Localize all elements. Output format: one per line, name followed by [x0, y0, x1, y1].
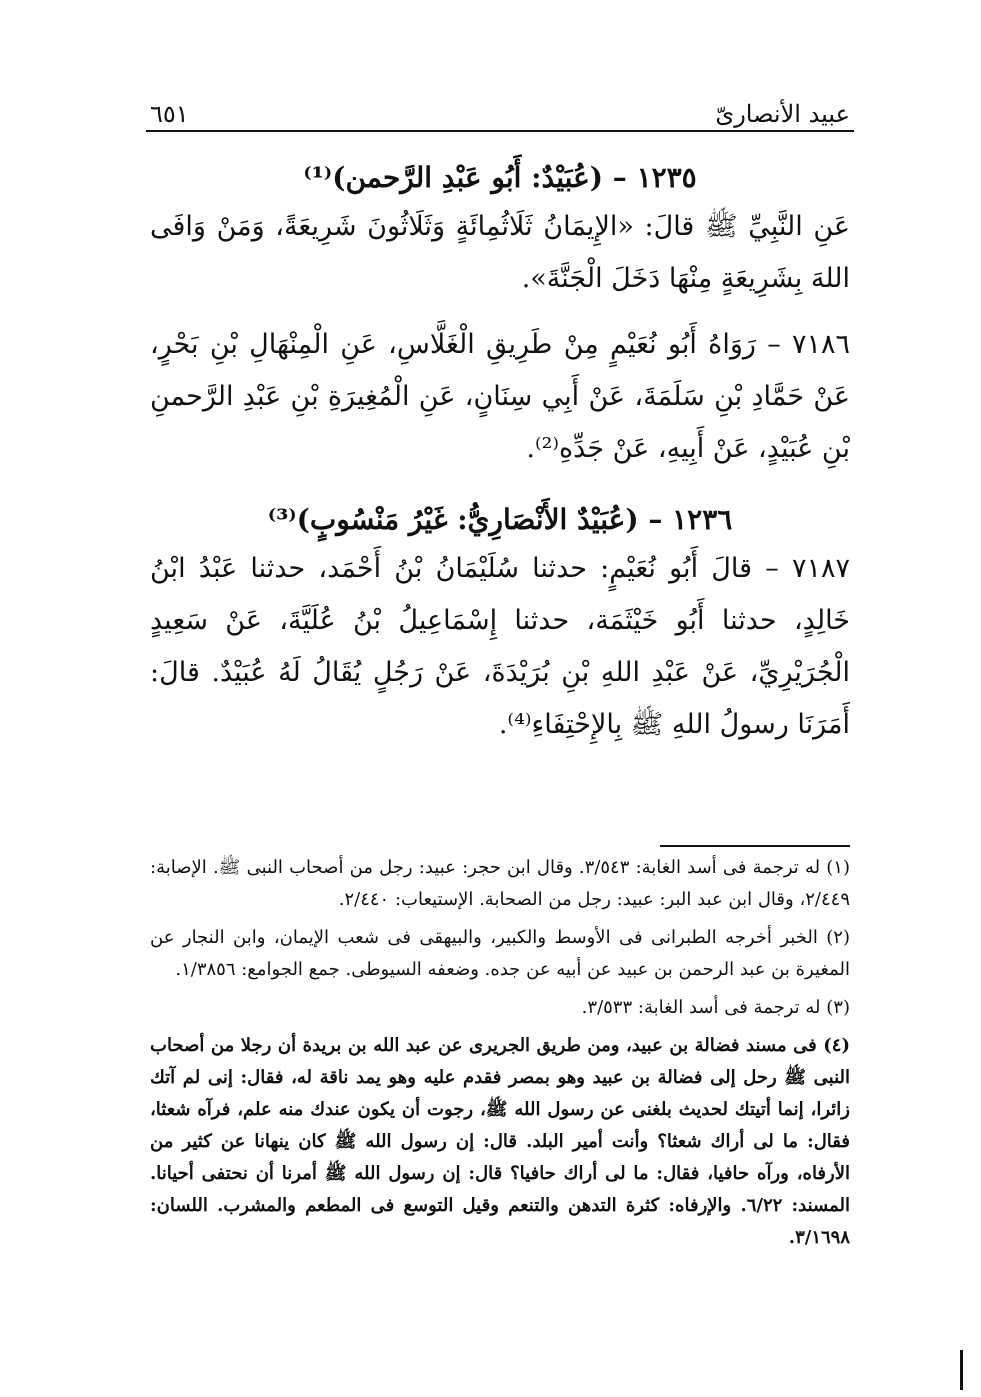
page-number: ٦٥١ [150, 100, 189, 128]
scan-edge-mark [960, 1350, 963, 1390]
header-title: عبيد الأنصارىّ [715, 100, 850, 128]
footnote-divider [660, 845, 850, 847]
narration-7186: ٧١٨٦ – رَوَاهُ أَبُو نُعَيْمٍ مِنْ طَرِيقِ الْغَلَّاسِ، عَنِ الْمِنْهَالِ بْنِ بَحْرٍ، عَنْ حَمَّادِ بْنِ سَلَمَةَ، عَنْ أَبِي سِنَانٍ، عَنِ الْمُغِيرَةِ بْنِ عَبْدِ الرَّحمنِ بْنِ عُبَيْدٍ، عَنْ أَبِيهِ، عَنْ جَدِّهِ⁽²⁾. [150, 329, 850, 464]
footnotes [150, 852, 850, 1260]
spacer [150, 305, 850, 319]
entry-title-1235: ١٢٣٥ – (عُبَيْدٌ: أَبُو عَبْدِ الرَّحمن)⁽¹⁾ [303, 161, 697, 194]
spacer [150, 475, 850, 497]
hadith-text-1235: عَنِ النَّبِيِّ ﷺ قالَ: «الإِيمَانُ ثَلَاثُمِائَةٍ وَثَلَاثُونَ شَرِيعَةً، وَمَنْ وَافَى اللهَ بِشَرِيعَةٍ مِنْهَا دَخَلَ الْجَنَّةَ». [150, 211, 850, 294]
narration-7187: ٧١٨٧ – قالَ أَبُو نُعَيْمٍ: حدثنا سُلَيْمَانُ بْنُ أَحْمَد، حدثنا عَبْدُ ابْنُ خَالِدٍ، حدثنا أَبُو خَيْثَمَة، حدثنا إِسْمَاعِيلُ بْنُ عُلَيَّةَ، عَنْ سَعِيدٍ الْجُرَيْرِيِّ، عَنْ عَبْدِ اللهِ بْنِ بُرَيْدَةَ، عَنْ رَجُلٍ يُقَالُ لَهُ عُبَيْدٌ. قالَ: أَمَرَنَا رسولُ اللهِ ﷺ بِالإِحْتِفَاءِ⁽⁴⁾. [150, 553, 850, 740]
footnote-3: (٣) له ترجمة فى أسد الغابة: ٣/٥٣٣. [581, 997, 850, 1018]
header-divider [146, 130, 854, 132]
footnote-4: (٤) فى مسند فضالة بن عبيد، ومن طريق الجريرى عن عبد الله بن بريدة أن رجلا من أصحاب النبى ﷺ رحل إلى فضالة بن عبيد وهو بمصر فقدم عليه وهو يمد ناقة له، فقال: إنى لم آتك زائرا، إنما أتيتك لحديث بلغنى عن رسول الله ﷺ، رجوت أن يكون عندك منه علم، فرآه شعثا، فقال: ما لى أراك شعثا؟ وأنت أمير البلد. قال: إن رسول الله ﷺ كان ينهانا عن كثير من الأرفاه، ورآه حافيا، فقال: ما لى أراك حافيا؟ قال: إن رسول الله ﷺ أمرنا أن نحتفى أحيانا. المسند: ٦/٢٢. والإرفاه: كثرة التدهن والتنعم وقيل التوسع فى المطعم والمشرب. اللسان: ٣/١٦٩٨. [150, 1035, 850, 1248]
main-text [150, 155, 850, 751]
footnote-1: (١) له ترجمة فى أسد الغابة: ٣/٥٤٣. وقال ابن حجر: عبيد: رجل من أصحاب النبى ﷺ. الإصابة: ٢/٤٤٩، وقال ابن عبد البر: عبيد: رجل من الصحابة. الإستيعاب: ٢/٤٤٠. [150, 857, 850, 910]
entry-title-1236: ١٢٣٦ – (عُبَيْدٌ الأَنْصَارِيُّ: غَيْرُ مَنْسُوبٍ)⁽³⁾ [267, 503, 733, 536]
running-header [150, 84, 850, 128]
footnote-2: (٢) الخبر أخرجه الطبرانى فى الأوسط والكبير، والبيهقى فى شعب الإيمان، وابن النجار عن المغيرة بن عبد الرحمن بن عبيد عن أبيه عن جده. وضعفه السيوطى. جمع الجوامع: ١/٣٨٥٦. [150, 927, 850, 980]
